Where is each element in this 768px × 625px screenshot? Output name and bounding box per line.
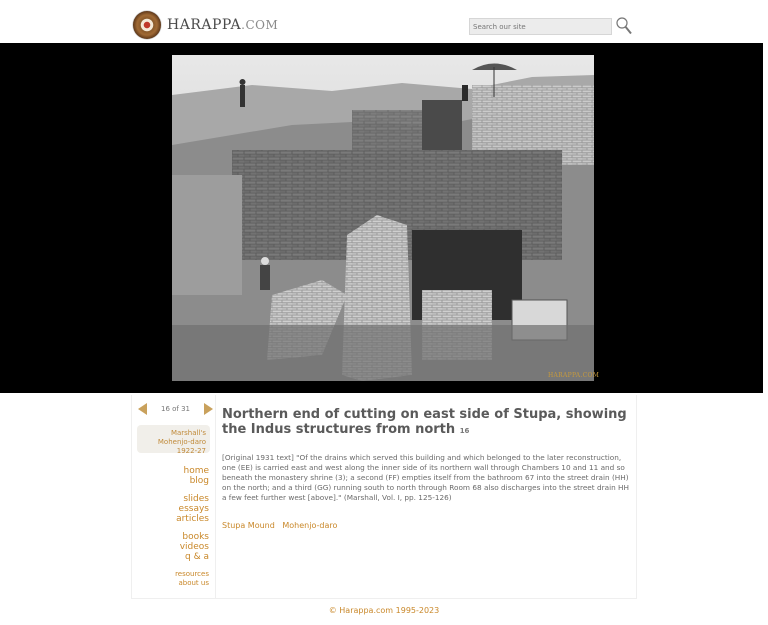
slide-number: 16 — [459, 427, 470, 435]
tag-list — [222, 521, 632, 530]
logo-suffix-text: .COM — [241, 18, 279, 32]
slide-stage — [0, 43, 763, 393]
slide-caption — [222, 407, 632, 530]
nav-home[interactable]: home — [183, 466, 209, 476]
nav-articles[interactable]: articles — [176, 514, 209, 524]
search-icon[interactable] — [616, 17, 632, 35]
search-input[interactable] — [469, 18, 612, 35]
footer-copyright: © Harappa.com 1995-2023 — [328, 606, 440, 615]
logo-main-text: HARAPPA — [167, 17, 242, 33]
nav-videos[interactable]: videos — [179, 542, 209, 552]
tag-link[interactable]: Stupa Mound — [222, 521, 275, 530]
nav-spacer — [175, 524, 209, 532]
collection-link[interactable]: Marshall's Mohenjo-daro 1922-27 — [137, 425, 210, 453]
sidebar — [132, 395, 216, 598]
tag-link[interactable]: Mohenjo-daro — [282, 521, 338, 530]
sidebar-nav — [175, 466, 209, 588]
nav-spacer — [175, 486, 209, 494]
logo-bead-icon — [133, 11, 161, 39]
photo-watermark: HARAPPA.COM — [548, 372, 600, 379]
caption-panel — [131, 395, 637, 599]
site-header — [0, 0, 768, 43]
nav-essays[interactable]: essays — [178, 504, 209, 514]
next-arrow-icon[interactable] — [204, 403, 213, 415]
site-logo[interactable] — [133, 11, 278, 39]
nav-slides[interactable]: slides — [183, 494, 209, 504]
slide-counter: 16 of 31 — [160, 405, 190, 413]
slide-title — [222, 407, 632, 439]
slide-title-text: Northern end of cutting on east side of Stupa, showing the Indus structures from north — [222, 407, 627, 437]
slide-description: [Original 1931 text] "Of the drains which served this building and which belonged to the later reconstruction, one (EE) is carried east and west along the inner side of its northern wall through Chambers 10 and 11 and so beneath the monastery shrine (3); a second (FF) empties itself from the bathroom 67 into the street drain (HH) on the north; and a third (GG) running south to north through Room 68 also discharges into the street drain HH a few feet further west [above]." (Marshall, Vol. I, pp. 125-126) — [222, 453, 630, 502]
nav-resources[interactable]: resources — [175, 570, 209, 578]
nav-about[interactable]: about us — [178, 579, 209, 587]
slide-pager — [138, 400, 213, 418]
nav-books[interactable]: books — [182, 532, 209, 542]
nav-spacer — [175, 562, 209, 570]
nav-blog[interactable]: blog — [189, 476, 209, 486]
previous-arrow-icon[interactable] — [138, 403, 147, 415]
logo-text — [167, 17, 278, 33]
slide-photo[interactable] — [172, 55, 594, 381]
nav-qa[interactable]: q & a — [185, 552, 209, 562]
